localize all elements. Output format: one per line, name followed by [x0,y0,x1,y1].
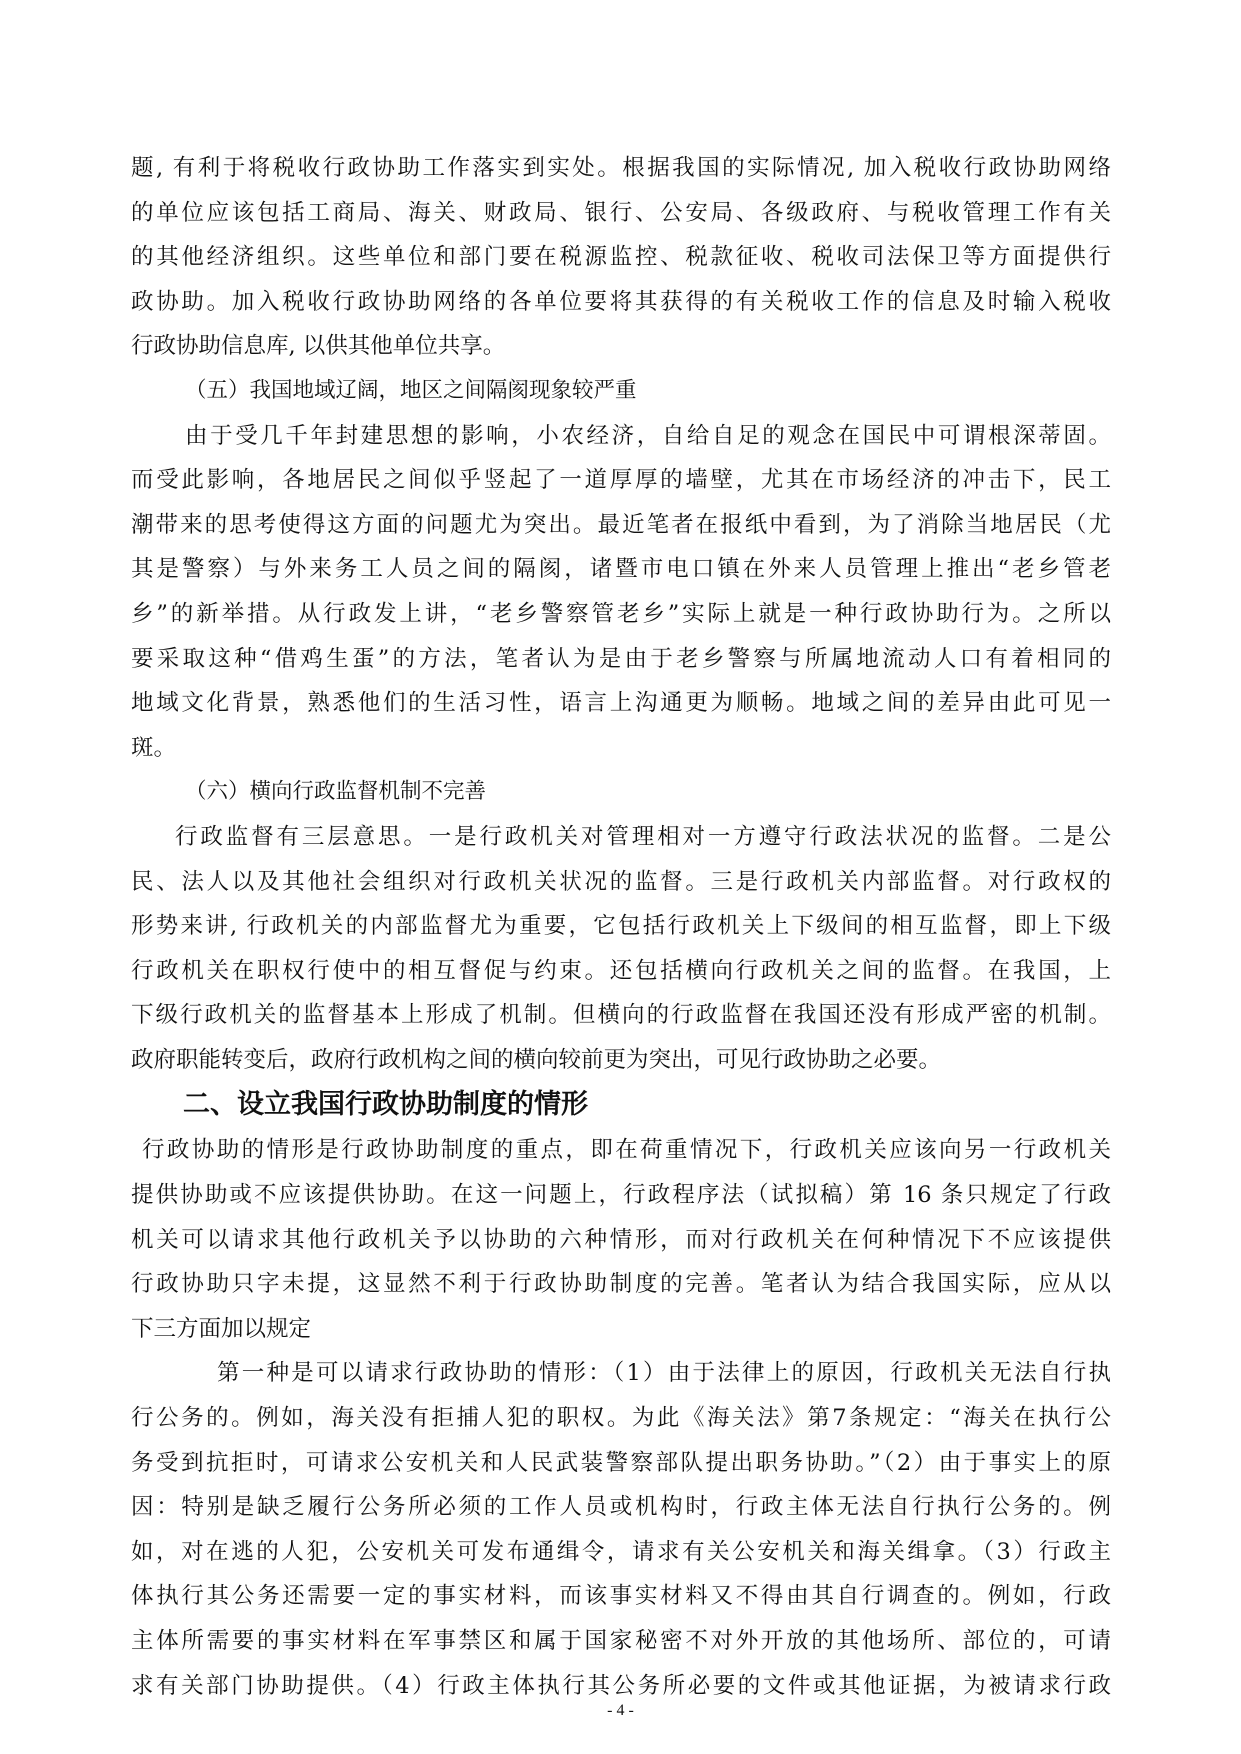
text-line: 行政协助信息库, 以供其他单位共享。 [131,333,506,360]
text-line: 行公务的。例如，海关没有拒捕人犯的职权。为此《海关法》第7条规定：“海关在执行公 [131,1405,1111,1432]
text-line: 求有关部门协助提供。（4）行政主体执行其公务所必要的文件或其他证据，为被请求行政 [131,1672,1111,1699]
text-line: 如，对在逃的人犯，公安机关可发布通缉令，请求有关公安机关和海关缉拿。（3）行政主 [131,1538,1111,1565]
text-line: 提供协助或不应该提供协助。在这一问题上，行政程序法（试拟稿）第 16 条只规定了行政 [131,1182,1111,1209]
text-line: 形势来讲, 行政机关的内部监督尤为重要，它包括行政机关上下级间的相互监督，即上下级 [131,913,1111,940]
paragraph [131,414,1111,771]
text-line: 而受此影响，各地居民之间似乎竖起了一道厚厚的墙壁，尤其在市场经济的冲击下，民工 [131,467,1111,494]
text-line: 行政监督有三层意思。一是行政机关对管理相对一方遵守行政法状况的监督。二是公 [175,823,1111,850]
text-line: 政府职能转变后，政府行政机构之间的横向较前更为突出，可见行政协助之必要。 [131,1046,942,1073]
text-line: 其是警察）与外来务工人员之间的隔阂，诸暨市电口镇在外来人员管理上推出“老乡管老 [131,556,1111,583]
text-line: 体执行其公务还需要一定的事实材料，而该事实材料又不得由其自行调查的。例如，行政 [131,1583,1111,1610]
section-heading: （五）我国地域辽阔，地区之间隔阂现象较严重 [185,377,637,403]
text-line: 务受到抗拒时，可请求公安机关和人民武装警察部队提出职务协助。”（2）由于事实上的原 [131,1449,1111,1476]
paragraph [131,1351,1111,1708]
text-line: 的单位应该包括工商局、海关、财政局、银行、公安局、各级政府、与税收管理工作有关 [131,199,1111,226]
text-line: 行政协助只字未提，这显然不利于行政协助制度的完善。笔者认为结合我国实际，应从以 [131,1271,1111,1298]
chapter-heading: 二、设立我国行政协助制度的情形 [183,1089,588,1121]
text-line: 机关可以请求其他行政机关予以协助的六种情形，而对行政机关在何种情况下不应该提供 [131,1226,1111,1253]
text-line: 要采取这种“借鸡生蛋”的方法，笔者认为是由于老乡警察与所属地流动人口有着相同的 [131,645,1111,672]
text-line: 行政机关在职权行使中的相互督促与约束。还包括横向行政机关之间的监督。在我国，上 [131,957,1111,984]
text-line: 第一种是可以请求行政协助的情形：（1）由于法律上的原因，行政机关无法自行执 [217,1360,1111,1387]
text-line: 下级行政机关的监督基本上形成了机制。但横向的行政监督在我国还没有形成严密的机制。 [131,1002,1111,1029]
paragraph [131,1128,1111,1351]
text-line: 行政协助的情形是行政协助制度的重点，即在荷重情况下，行政机关应该向另一行政机关 [142,1137,1111,1164]
text-line: 题, 有利于将税收行政协助工作落实到实处。根据我国的实际情况, 加入税收行政协助网络 [131,155,1111,181]
text-line: 下三方面加以规定 [131,1315,312,1342]
text-line: 乡”的新举措。从行政发上讲，“老乡警察管老乡”实际上就是一种行政协助行为。之所以 [131,600,1111,627]
text-line: 的其他经济组织。这些单位和部门要在税源监控、税款征收、税收司法保卫等方面提供行 [131,244,1111,271]
text-line: 地域文化背景，熟悉他们的生活习性，语言上沟通更为顺畅。地域之间的差异由此可见一 [131,690,1111,717]
text-line: 民、法人以及其他社会组织对行政机关状况的监督。三是行政机关内部监督。对行政权的 [131,868,1111,895]
text-line: 斑。 [131,734,177,761]
text-line: 潮带来的思考使得这方面的问题尤为突出。最近笔者在报纸中看到，为了消除当地居民（尤 [131,511,1111,538]
text-line: 主体所需要的事实材料在军事禁区和属于国家秘密不对外开放的其他场所、部位的，可请 [131,1628,1111,1654]
text-line: 政协助。加入税收行政协助网络的各单位要将其获得的有关税收工作的信息及时输入税收 [131,288,1111,315]
paragraph [131,815,1111,1083]
page-number: - 4 - [607,1702,634,1719]
paragraph [131,146,1111,369]
section-heading: （六）横向行政监督机制不完善 [185,779,487,805]
document-body [131,146,1111,1708]
text-line: 由于受几千年封建思想的影响，小农经济，自给自足的观念在国民中可谓根深蒂固。 [185,422,1111,449]
text-line: 因：特别是缺乏履行公务所必须的工作人员或机构时，行政主体无法自行执行公务的。例 [131,1494,1111,1521]
